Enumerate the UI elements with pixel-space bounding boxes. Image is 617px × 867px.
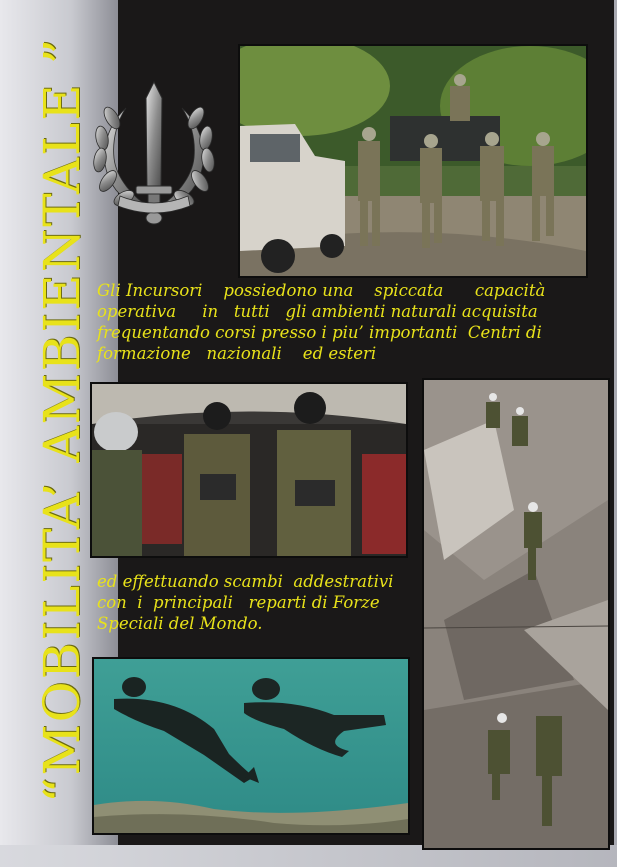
photo-underwater-divers [92, 657, 410, 835]
caption-line: con i principali reparti di Forze [97, 593, 380, 612]
caption-line: formazione nazionali ed esteri [97, 344, 377, 363]
photo-troops-pickup [238, 44, 588, 278]
caption-line: ed effettuando scambi addestrativi [97, 572, 394, 591]
emblem-dagger-wreath [86, 78, 222, 230]
caption-capability [97, 280, 546, 364]
caption-line: frequentando corsi presso i piu’ importanti Centri di [97, 323, 542, 342]
caption-line: Gli Incursori possiedono una spiccata capacità [97, 281, 546, 300]
caption-line: operativa in tutti gli ambienti naturali acquisita [97, 302, 538, 321]
photo-rock-climbing [422, 378, 610, 850]
caption-line: Speciali del Mondo. [97, 614, 263, 633]
caption-exchanges [97, 571, 397, 634]
photo-aircraft-cabin [90, 382, 408, 558]
page-title: “MOBILITA’ AMBIENTALE ” [33, 36, 91, 804]
